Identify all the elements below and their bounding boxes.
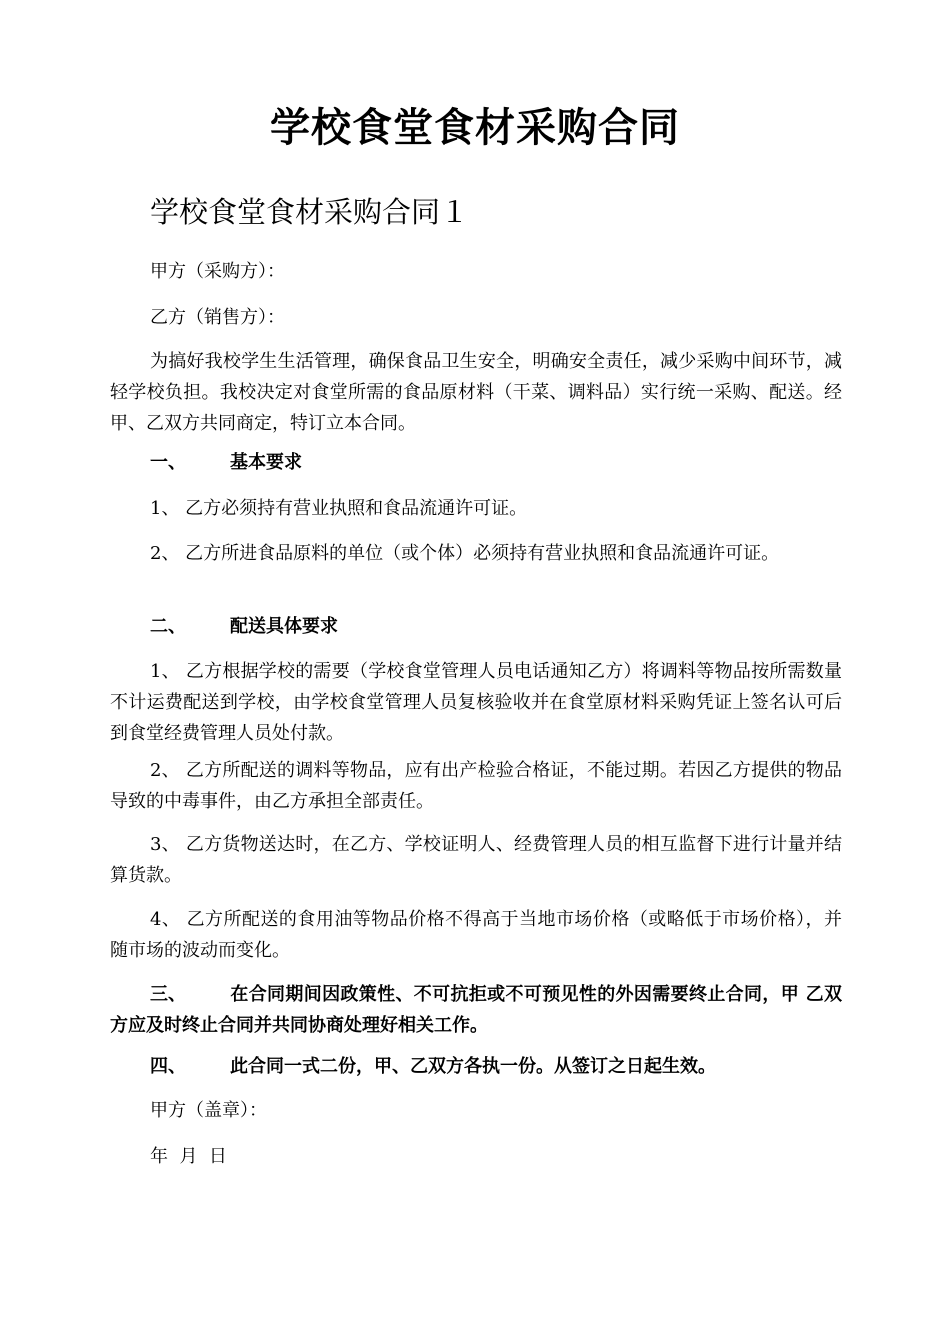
section-2-title: 配送具体要求 (230, 616, 338, 637)
section-2-item-2: 2、 乙方所配送的调料等物品，应有出产检验合格证，不能过期。若因乙方提供的物品导致的中毒事件，由乙方承担全部责任。 (110, 760, 842, 812)
party-a-line: 甲方（采购方）： (150, 261, 285, 282)
section-1-number: 一、 (150, 452, 186, 473)
section-4-text: 此合同一式二份，甲、乙双方各执一份。从签订之日起生效。 (230, 1056, 716, 1077)
section-4-number: 四、 (150, 1056, 186, 1077)
section-3-text: 在合同期间因政策性、不可抗拒或不可预见性的外因需要终止合同，甲 乙双方应及时终止合同并共同协商处理好相关工作。 (110, 984, 842, 1036)
section-2-heading (150, 613, 338, 641)
party-a-seal-line: 甲方（盖章）： (150, 1100, 267, 1121)
intro-paragraph: 为搞好我校学生生活管理，确保食品卫生安全，明确安全责任，减少采购中间环节，减轻学校负担。我校决定对食堂所需的食品原材料（干菜、调料品）实行统一采购、配送。经甲、乙双方共同商定，特订立本合同。 (110, 351, 842, 434)
party-b-line: 乙方（销售方）： (150, 307, 285, 328)
section-3-number: 三、 (150, 984, 186, 1005)
section-1-title: 基本要求 (230, 452, 302, 473)
date-line: 年 月 日 (150, 1146, 227, 1167)
section-1-item-1: 1、 乙方必须持有营业执照和食品流通许可证。 (150, 498, 528, 519)
section-2-item-4: 4、 乙方所配送的食用油等物品价格不得高于当地市场价格（或略低于市场价格），并随市场的波动而变化。 (110, 909, 842, 961)
section-3-paragraph (110, 979, 842, 1041)
section-4-heading (150, 1053, 716, 1081)
section-2-number: 二、 (150, 616, 186, 637)
section-2-item-3: 3、 乙方货物送达时，在乙方、学校证明人、经费管理人员的相互监督下进行计量并结算货款。 (110, 834, 842, 886)
document-title: 学校食堂食材采购合同 (270, 105, 680, 151)
section-1-item-2: 2、 乙方所进食品原料的单位（或个体）必须持有营业执照和食品流通许可证。 (150, 543, 780, 564)
section-2-item-1: 1、 乙方根据学校的需要（学校食堂管理人员电话通知乙方）将调料等物品按所需数量不计运费配送到学校，由学校食堂管理人员复核验收并在食堂原材料采购凭证上签名认可后到食堂经费管理人员处付款。 (110, 661, 842, 744)
section-1-heading (150, 449, 302, 477)
contract-subtitle: 学校食堂食材采购合同１ (150, 195, 470, 229)
